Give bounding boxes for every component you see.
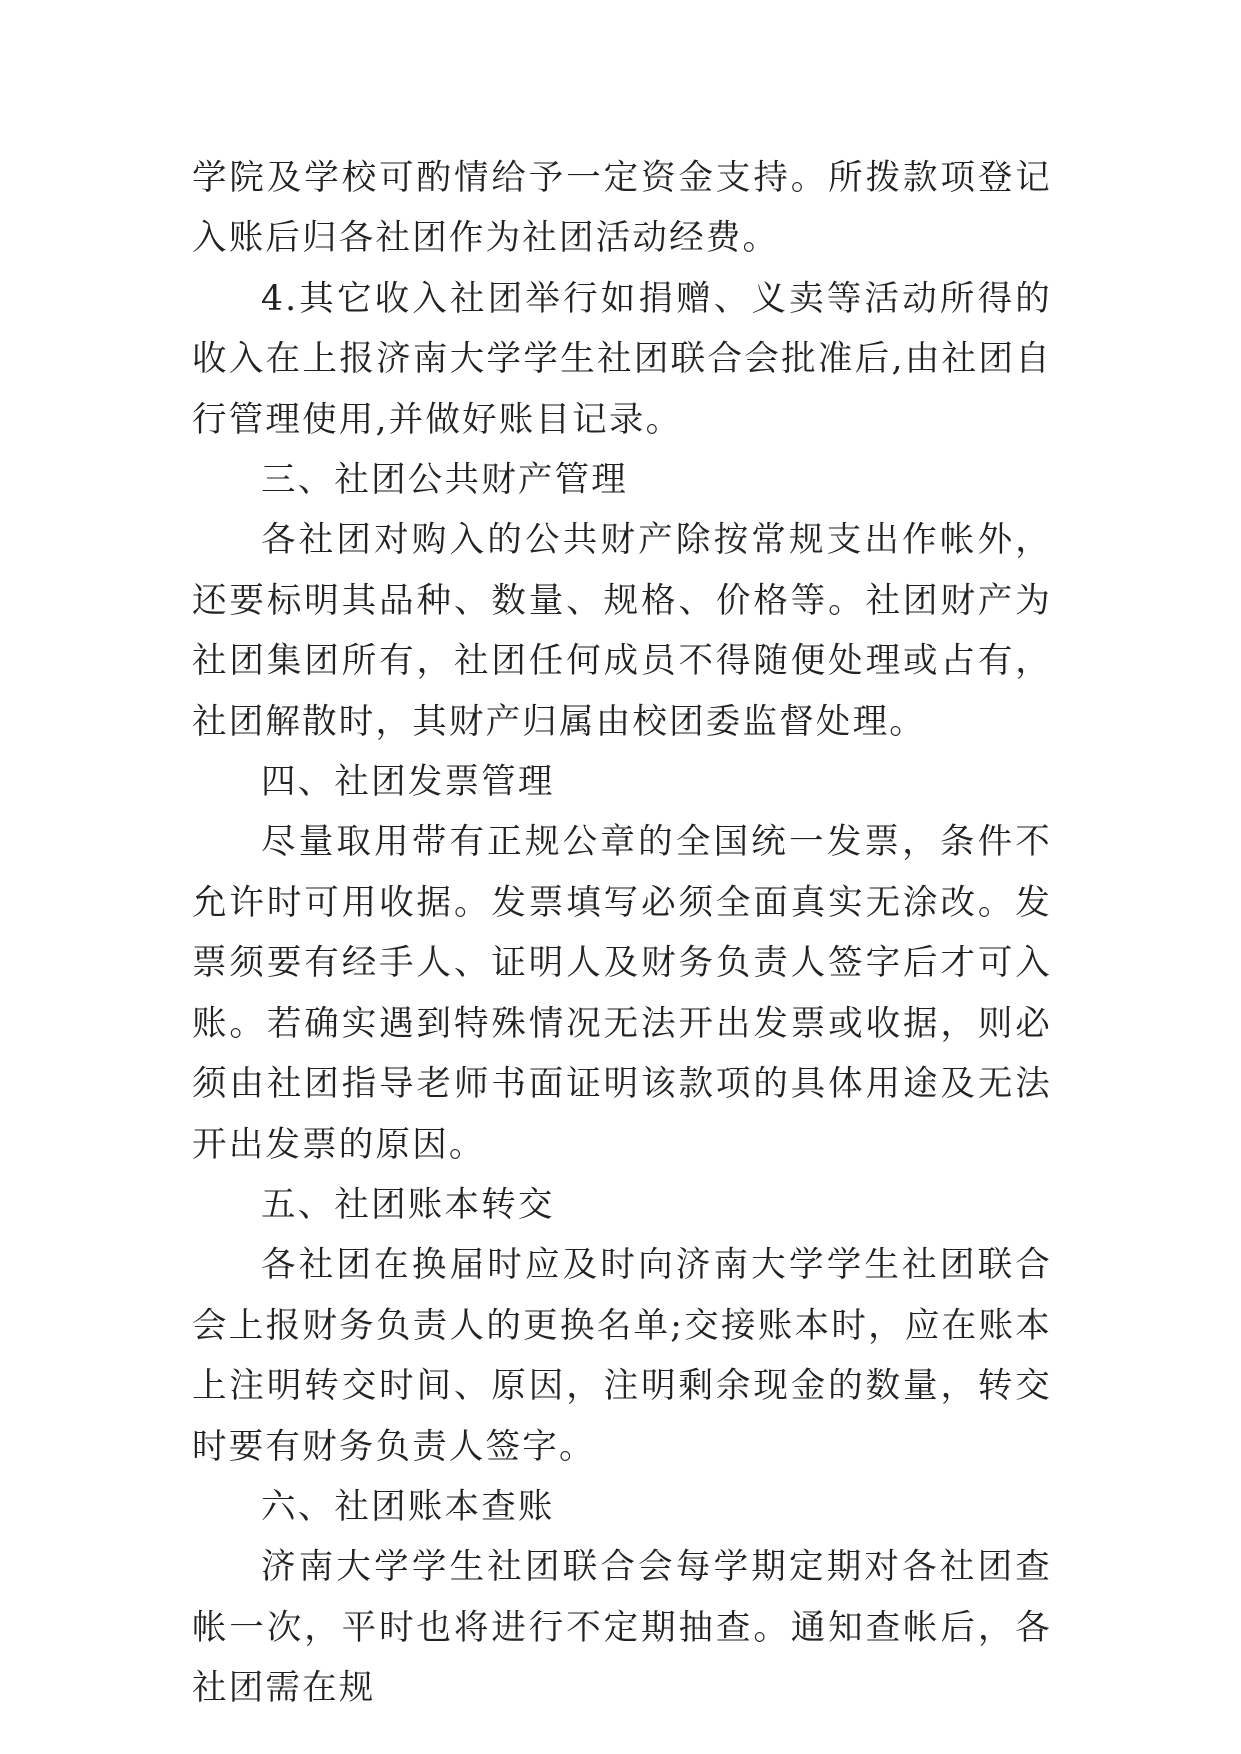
paragraph-ledger-audit: 济南大学学生社团联合会每学期定期对各社团查帐一次，平时也将进行不定期抽查。通知查帐后，各社团需在规 [192,1547,1052,1709]
section-heading-invoice: 四、社团发票管理 [261,762,555,803]
paragraph-public-property: 各社团对购入的公共财产除按常规支出作帐外，还要标明其品种、数量、规格、价格等。社团财产为社团集团所有，社团任何成员不得随便处理或占有，社团解散时，其财产归属由校团委监督处理。 [192,520,1052,742]
paragraph-funding-support: 学院及学校可酌情给予一定资金支持。所拨款项登记入账后归各社团作为社团活动经费。 [192,158,1052,259]
paragraph-ledger-handover: 各社团在换届时应及时向济南大学学生社团联合会上报财务负责人的更换名单;交接账本时，应在账本上注明转交时间、原因，注明剩余现金的数量，转交时要有财务负责人签字。 [192,1245,1052,1467]
section-heading-ledger-handover: 五、社团账本转交 [261,1184,555,1225]
document-body [192,148,1052,1719]
section-heading-public-property: 三、社团公共财产管理 [261,460,628,501]
paragraph-invoice: 尽量取用带有正规公章的全国统一发票，条件不允许时可用收据。发票填写必须全面真实无涂改。发票须要有经手人、证明人及财务负责人签字后才可入账。若确实遇到特殊情况无法开出发票或收据，则必须由社团指导老师书面证明该款项的具体用途及无法开出发票的原因。 [192,822,1052,1165]
section-heading-ledger-audit: 六、社团账本查账 [261,1486,555,1527]
paragraph-other-income: 4.其它收入社团举行如捐赠、义卖等活动所得的收入在上报济南大学学生社团联合会批准后,由社团自行管理使用,并做好账目记录。 [192,278,1052,440]
